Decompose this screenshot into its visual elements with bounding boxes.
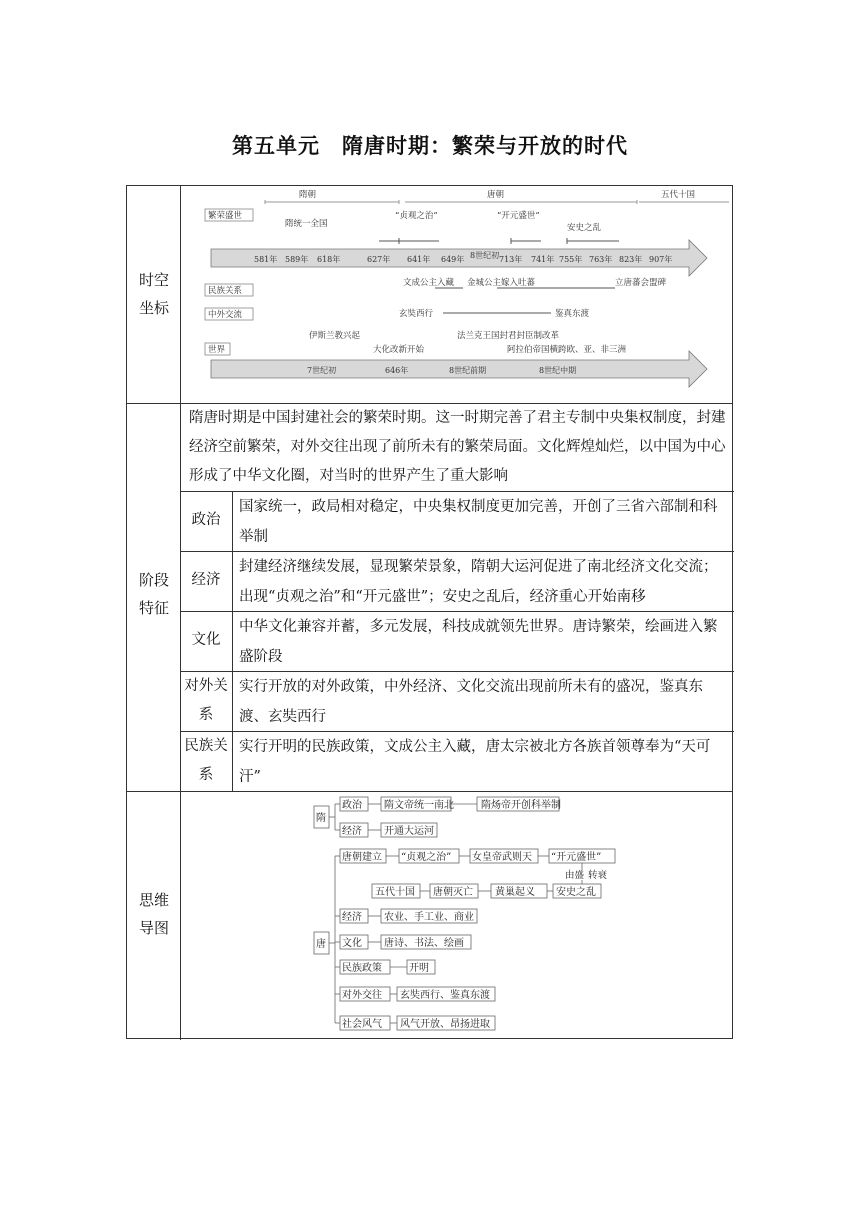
timeline-row-label: 时空 坐标 (138, 271, 169, 317)
tag-flourish: 繁荣盛世 (208, 211, 243, 221)
period-five-dynasties: 五代十国 (661, 190, 696, 200)
svg-text:女皇帝武则天: 女皇帝武则天 (472, 852, 532, 863)
stage-summary: 隋唐时期是中国封建社会的繁荣时期。这一时期完善了君主专制中央集权制度，封建经济空前繁荣，对外交往出现了前所未有的繁荣局面。文化辉煌灿烂，以中国为中心形成了中华文化圈，对当时的世界产生了重大影响 (189, 410, 726, 484)
period-tang: 唐朝 (487, 190, 505, 200)
year-label: 581年 (254, 255, 278, 264)
node-sui: 隋 (316, 813, 326, 824)
tag-world: 世界 (208, 345, 226, 355)
year-label: 741年 (531, 255, 555, 264)
event-islam: 伊斯兰教兴起 (309, 331, 361, 341)
svg-text:民族政策: 民族政策 (342, 963, 382, 974)
svg-text:对外交往: 对外交往 (342, 990, 382, 1001)
stage-text: 封建经济继续发展，显现繁荣景象，隋朝大运河促进了南北经济文化交流；出现“贞观之治”和“开元盛世”；安史之乱后，经济重心开始南移 (239, 559, 718, 605)
svg-text:安史之乱: 安史之乱 (556, 887, 596, 898)
event-sui-unify: 隋统一全国 (285, 219, 328, 229)
svg-text:“开元盛世”: “开元盛世” (551, 852, 602, 863)
stage-text: 实行开明的民族政策，文成公主入藏，唐太宗被北方各族首领尊奉为“天可汗” (239, 739, 711, 785)
stage-category: 文化 (191, 632, 221, 648)
timeline-diagram (127, 186, 734, 403)
event-jianzhen: 鉴真东渡 (555, 309, 590, 319)
stage-row-label: 阶段 特征 (138, 571, 169, 617)
svg-text:由盛: 由盛 (565, 870, 585, 881)
unit-summary-table (126, 185, 733, 1039)
world-time-label: 8世纪前期 (449, 366, 487, 375)
node-tang: 唐 (316, 939, 326, 950)
year-label: 713年 (499, 255, 523, 264)
year-label: 907年 (649, 255, 673, 264)
event-wencheng: 文成公主入藏 (403, 278, 455, 288)
svg-text:“贞观之治”: “贞观之治” (401, 852, 452, 863)
year-label: 8世纪初 (470, 251, 500, 260)
year-label: 755年 (559, 255, 583, 264)
svg-text:转衰: 转衰 (588, 870, 608, 881)
year-label: 763年 (589, 255, 613, 264)
year-label: 589年 (285, 255, 309, 264)
sub-column-divider (232, 491, 233, 791)
page-title: 第五单元 隋唐时期：繁荣与开放的时代 (232, 134, 628, 158)
svg-text:文化: 文化 (342, 938, 362, 949)
stage-category: 经济 (191, 572, 221, 588)
svg-text:经济: 经济 (342, 912, 362, 923)
svg-text:开明: 开明 (409, 963, 429, 974)
event-zhenguan: “贞观之治” (395, 211, 438, 221)
stage-category: 政治 (191, 512, 221, 528)
year-label: 641年 (407, 255, 431, 264)
tag-exchange: 中外交流 (208, 310, 243, 320)
stage-text: 实行开放的对外政策，中外经济、文化交流出现前所未有的盛况，鉴真东渡、玄奘西行 (239, 679, 703, 725)
svg-text:唐诗、书法、绘画: 唐诗、书法、绘画 (384, 938, 464, 949)
svg-text:开通大运河: 开通大运河 (384, 826, 434, 837)
world-time-label: 8世纪中期 (539, 366, 577, 375)
period-sui: 隋朝 (299, 190, 317, 200)
svg-text:经济: 经济 (342, 826, 362, 837)
svg-text:农业、手工业、商业: 农业、手工业、商业 (384, 912, 474, 923)
event-anshi: 安史之乱 (567, 223, 602, 233)
event-arab-empire: 阿拉伯帝国横跨欧、亚、非三洲 (507, 345, 627, 355)
event-tang-tibet-stele: 立唐蕃会盟碑 (615, 278, 667, 288)
stage-category: 民族关系 (184, 738, 228, 783)
event-xuanzang: 玄奘西行 (399, 309, 434, 319)
svg-text:政治: 政治 (342, 800, 362, 811)
year-label: 649年 (441, 255, 465, 264)
svg-text:隋炀帝开创科举制: 隋炀帝开创科举制 (481, 800, 561, 811)
mindmap-diagram (127, 792, 734, 1039)
world-time-label: 7世纪初 (307, 366, 337, 375)
svg-text:社会风气: 社会风气 (342, 1019, 382, 1030)
world-time-label: 646年 (385, 366, 409, 375)
svg-text:唐朝建立: 唐朝建立 (342, 852, 382, 863)
event-kaiyuan: “开元盛世” (497, 211, 540, 221)
svg-text:五代十国: 五代十国 (375, 887, 415, 898)
svg-text:黄巢起义: 黄巢起义 (495, 887, 535, 898)
year-label: 823年 (619, 255, 643, 264)
svg-text:隋文帝统一南北: 隋文帝统一南北 (384, 800, 454, 811)
event-taika: 大化改新开始 (373, 345, 425, 355)
tag-ethnic: 民族关系 (208, 286, 243, 296)
svg-text:玄奘西行、鉴真东渡: 玄奘西行、鉴真东渡 (400, 990, 490, 1001)
stage-text: 中华文化兼容并蓄，多元发展，科技成就领先世界。唐诗繁荣，绘画进入繁盛阶段 (239, 619, 718, 665)
event-frankish: 法兰克王国封君封臣制改革 (457, 331, 560, 341)
svg-text:唐朝灭亡: 唐朝灭亡 (433, 887, 473, 898)
event-jincheng: 金城公主嫁入吐蕃 (467, 278, 536, 288)
mindmap-row-label: 思维 导图 (138, 891, 169, 937)
stage-text: 国家统一，政局相对稳定，中央集权制度更加完善，开创了三省六部制和科举制 (239, 499, 718, 545)
stage-category: 对外关系 (184, 678, 228, 723)
year-label: 627年 (367, 255, 391, 264)
year-label: 618年 (317, 255, 341, 264)
svg-text:风气开放、昂扬进取: 风气开放、昂扬进取 (400, 1019, 490, 1030)
